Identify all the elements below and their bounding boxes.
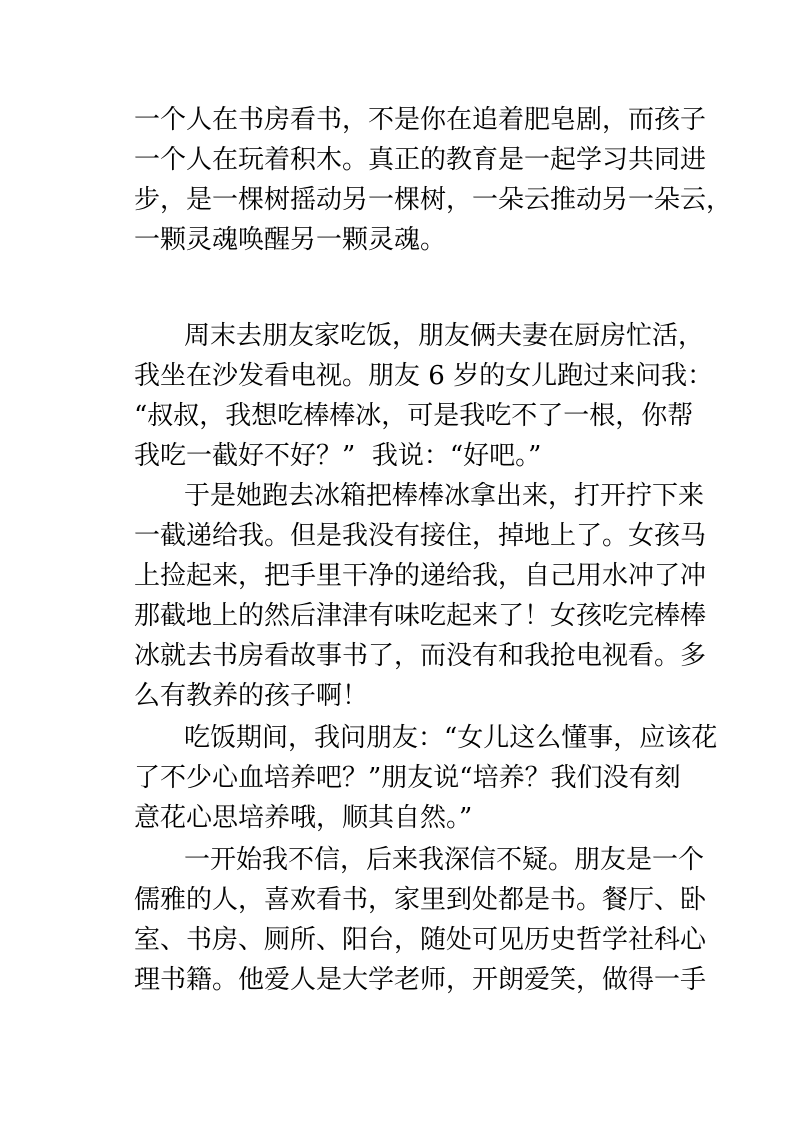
text-line-3: 步，是一棵树摇动另一棵树，一朵云推动另一朵云， (134, 185, 733, 215)
text-line-7: “叔叔，我想吃棒棒冰，可是我吃不了一根，你帮 (134, 401, 694, 431)
text-line-10: 一截递给我。但是我没有接住，掉地上了。女孩马 (134, 521, 707, 551)
text-line-15: 吃饭期间，我问朋友：“女儿这么懂事，应该花 (184, 723, 718, 753)
text-line-8: 我吃一截好不好？” 我说：“好吧。” (134, 441, 542, 471)
text-line-2: 一个人在玩着积木。真正的教育是一起学习共同进 (134, 145, 707, 175)
text-line-5: 周末去朋友家吃饭，朋友俩夫妻在厨房忙活， (184, 321, 705, 351)
text-line-11: 上捡起来，把手里干净的递给我，自己用水冲了冲 (134, 561, 707, 591)
text-line-20: 室、书房、厕所、阳台，随处可见历史哲学社科心 (134, 925, 707, 955)
text-line-1: 一个人在书房看书，不是你在追着肥皂剧，而孩子 (134, 105, 707, 135)
text-line-16: 了不少心血培养吧？”朋友说“培养？我们没有刻 (134, 763, 681, 793)
text-line-6: 我坐在沙发看电视。朋友 6 岁的女儿跑过来问我： (134, 361, 714, 391)
text-line-13: 冰就去书房看故事书了，而没有和我抢电视看。多 (134, 641, 707, 671)
text-line-17: 意花心思培养哦，顺其自然。” (134, 803, 473, 833)
text-line-18: 一开始我不信，后来我深信不疑。朋友是一个 (184, 845, 705, 875)
text-line-14: 么有教养的孩子啊！ (134, 681, 369, 711)
text-line-21: 理书籍。他爱人是大学老师，开朗爱笑，做得一手 (134, 965, 707, 995)
text-line-9: 于是她跑去冰箱把棒棒冰拿出来，打开拧下来 (184, 481, 705, 511)
text-line-12: 那截地上的然后津津有味吃起来了！女孩吃完棒棒 (134, 601, 707, 631)
text-line-19: 儒雅的人，喜欢看书，家里到处都是书。餐厅、卧 (134, 885, 707, 915)
text-line-4: 一颗灵魂唤醒另一颗灵魂。 (134, 225, 447, 255)
